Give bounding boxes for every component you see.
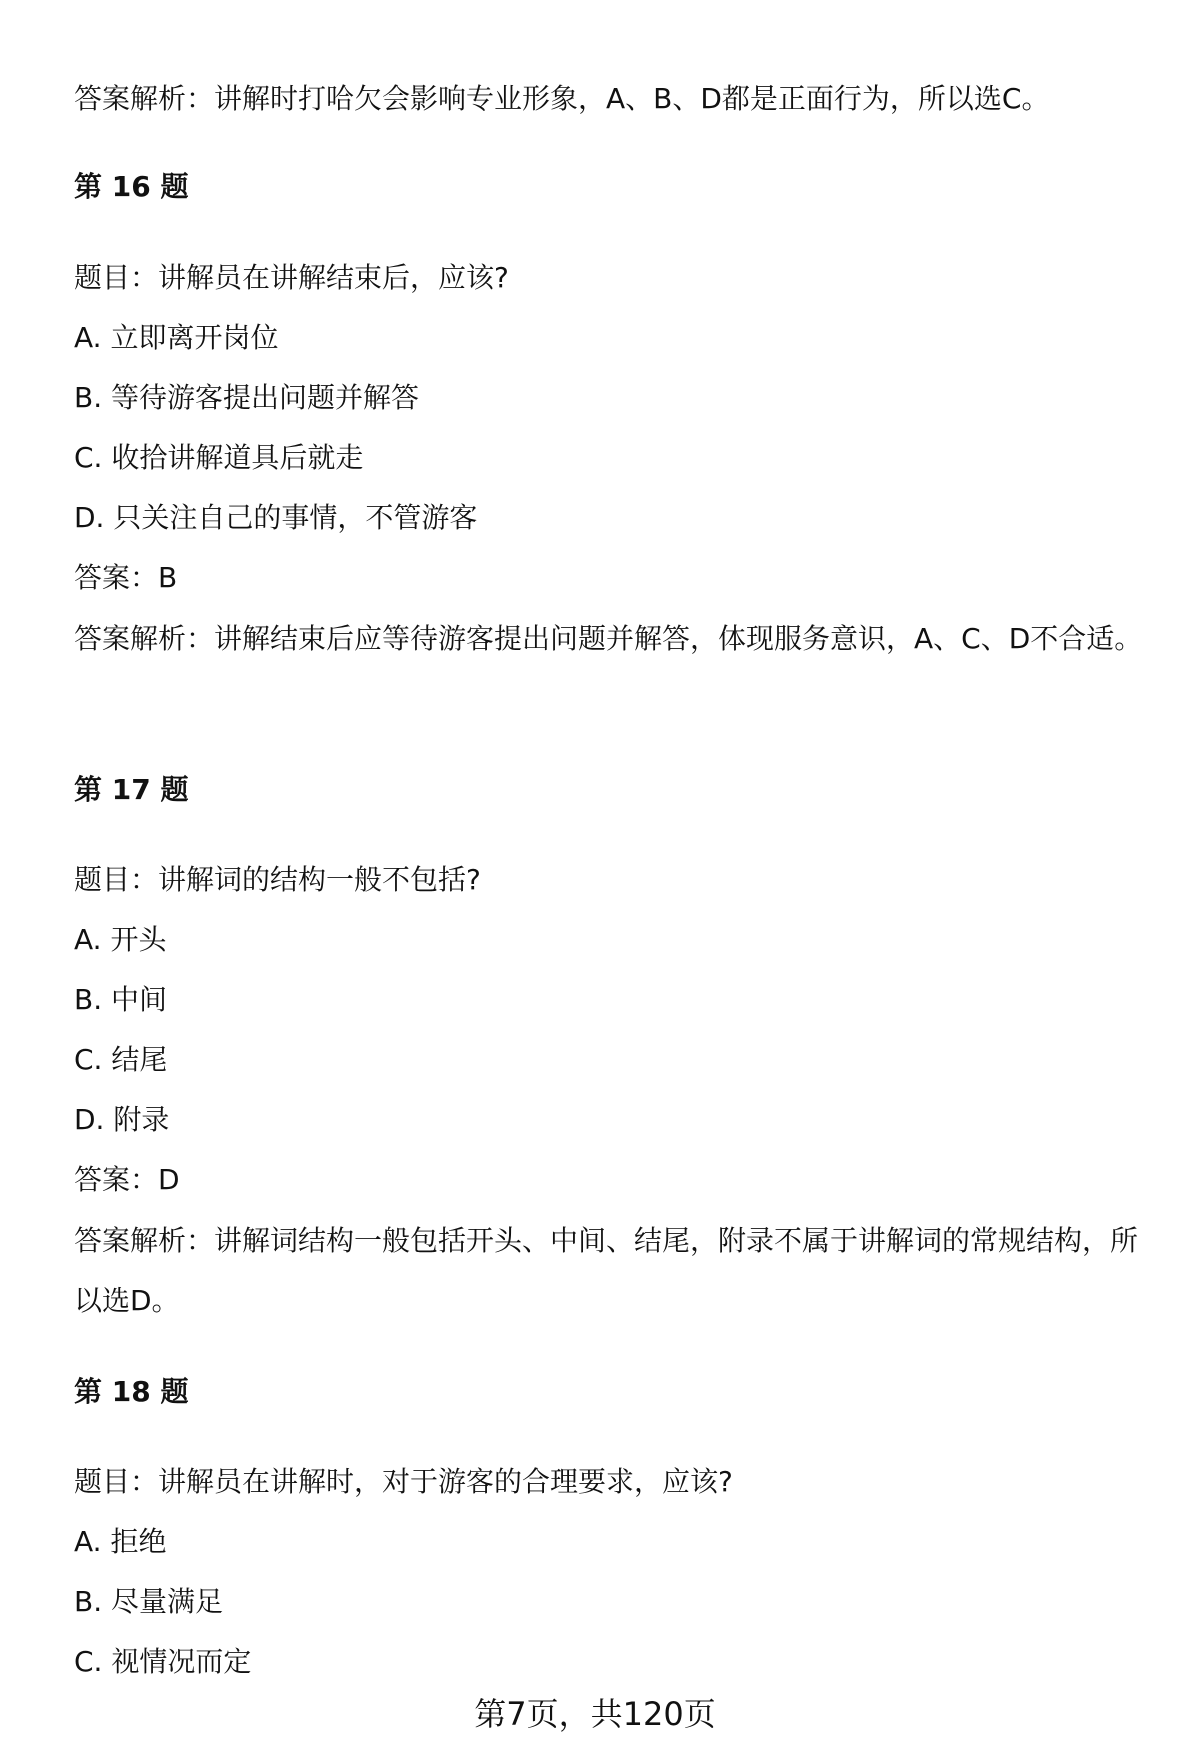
q16-option-a: A. 立即离开岗位	[74, 321, 279, 354]
q17-explanation: 答案解析：讲解词结构一般包括开头、中间、结尾，附录不属于讲解词的常规结构，所以选D。	[74, 1224, 1139, 1317]
q17-option-c: C. 结尾	[74, 1043, 168, 1076]
q18-option-b: B. 尽量满足	[74, 1585, 224, 1618]
q16-option-d: D. 只关注自己的事情，不管游客	[74, 501, 478, 534]
q15-explanation: 答案解析：讲解时打哈欠会影响专业形象，A、B、D都是正面行为，所以选C。	[74, 82, 1050, 115]
page-number-footer: 第7页，共120页	[474, 1695, 716, 1733]
q16-option-c: C. 收拾讲解道具后就走	[74, 441, 364, 474]
q18-question: 题目：讲解员在讲解时，对于游客的合理要求，应该?	[74, 1465, 733, 1498]
q16-heading: 第 16 题	[74, 170, 189, 203]
q16-option-b: B. 等待游客提出问题并解答	[74, 381, 420, 414]
q17-answer: 答案：D	[74, 1163, 180, 1196]
q17-heading: 第 17 题	[74, 773, 189, 806]
q18-option-a: A. 拒绝	[74, 1525, 167, 1558]
q17-option-b: B. 中间	[74, 983, 168, 1016]
q16-explanation: 答案解析：讲解结束后应等待游客提出问题并解答，体现服务意识，A、C、D不合适。	[74, 622, 1143, 655]
q17-question: 题目：讲解词的结构一般不包括?	[74, 863, 481, 896]
q17-option-d: D. 附录	[74, 1103, 170, 1136]
q16-question: 题目：讲解员在讲解结束后，应该?	[74, 261, 509, 294]
q17-option-a: A. 开头	[74, 923, 167, 956]
q18-heading: 第 18 题	[74, 1375, 189, 1408]
q18-option-c: C. 视情况而定	[74, 1645, 252, 1678]
q16-answer: 答案：B	[74, 561, 178, 594]
